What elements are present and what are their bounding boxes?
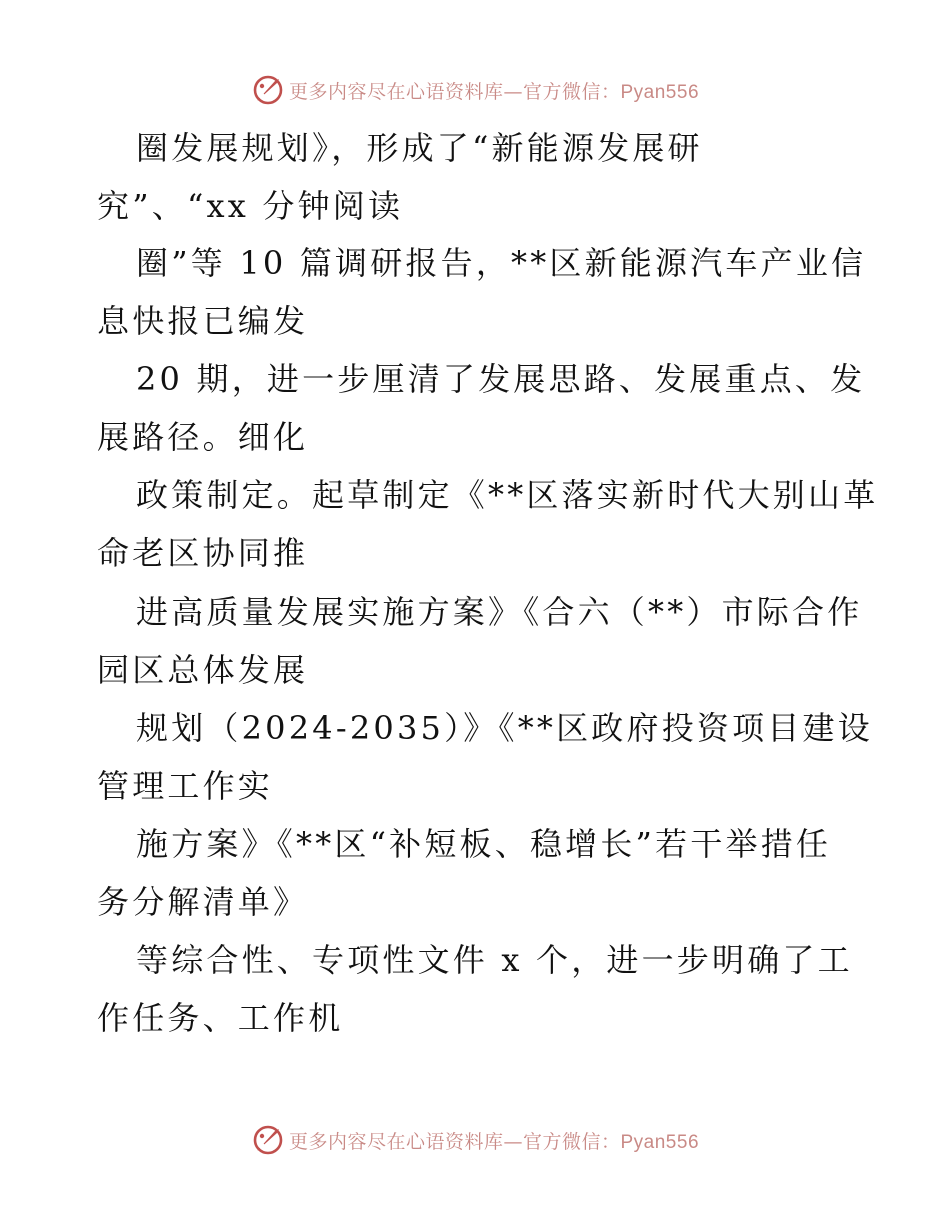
body-line: 命老区协同推 [97, 534, 309, 572]
body-line: 等综合性、专项性文件 x 个，进一步明确了工 [136, 941, 853, 979]
body-line: 进高质量发展实施方案》《合六（**）市际合作 [136, 593, 863, 631]
footer-watermark [0, 1120, 950, 1160]
body-line: 规划（2024-2035）》《**区政府投资项目建设 [136, 709, 873, 747]
body-line: 息快报已编发 [97, 302, 309, 340]
header-watermark [0, 70, 950, 110]
body-line: 园区总体发展 [97, 651, 309, 689]
body-line: 圈发展规划》，形成了“新能源发展研 [136, 129, 703, 167]
body-line: 圈”等 10 篇调研报告，**区新能源汽车产业信 [136, 244, 867, 282]
watermark-id: Pyan556 [620, 1131, 700, 1153]
body-line: 政策制定。起草制定《**区落实新时代大别山革 [136, 476, 879, 514]
body-line: 展路径。细化 [97, 418, 309, 456]
watermark-id: Pyan556 [620, 81, 700, 103]
body-line: 作任务、工作机 [97, 999, 344, 1037]
watermark-text: 更多内容尽在心语资料库—官方微信：Pyan556 [288, 1130, 700, 1153]
quill-circle-logo-icon [251, 1123, 285, 1157]
body-line: 管理工作实 [97, 767, 274, 805]
watermark-text: 更多内容尽在心语资料库—官方微信：Pyan556 [288, 80, 700, 103]
body-line: 施方案》《**区“补短板、稳增长”若干举措任 [136, 825, 832, 863]
body-line: 究”、“xx 分钟阅读 [97, 187, 404, 225]
body-line: 20 期，进一步厘清了发展思路、发展重点、发 [136, 360, 866, 398]
body-line: 务分解清单》 [97, 883, 309, 921]
quill-circle-logo-icon [251, 73, 285, 107]
